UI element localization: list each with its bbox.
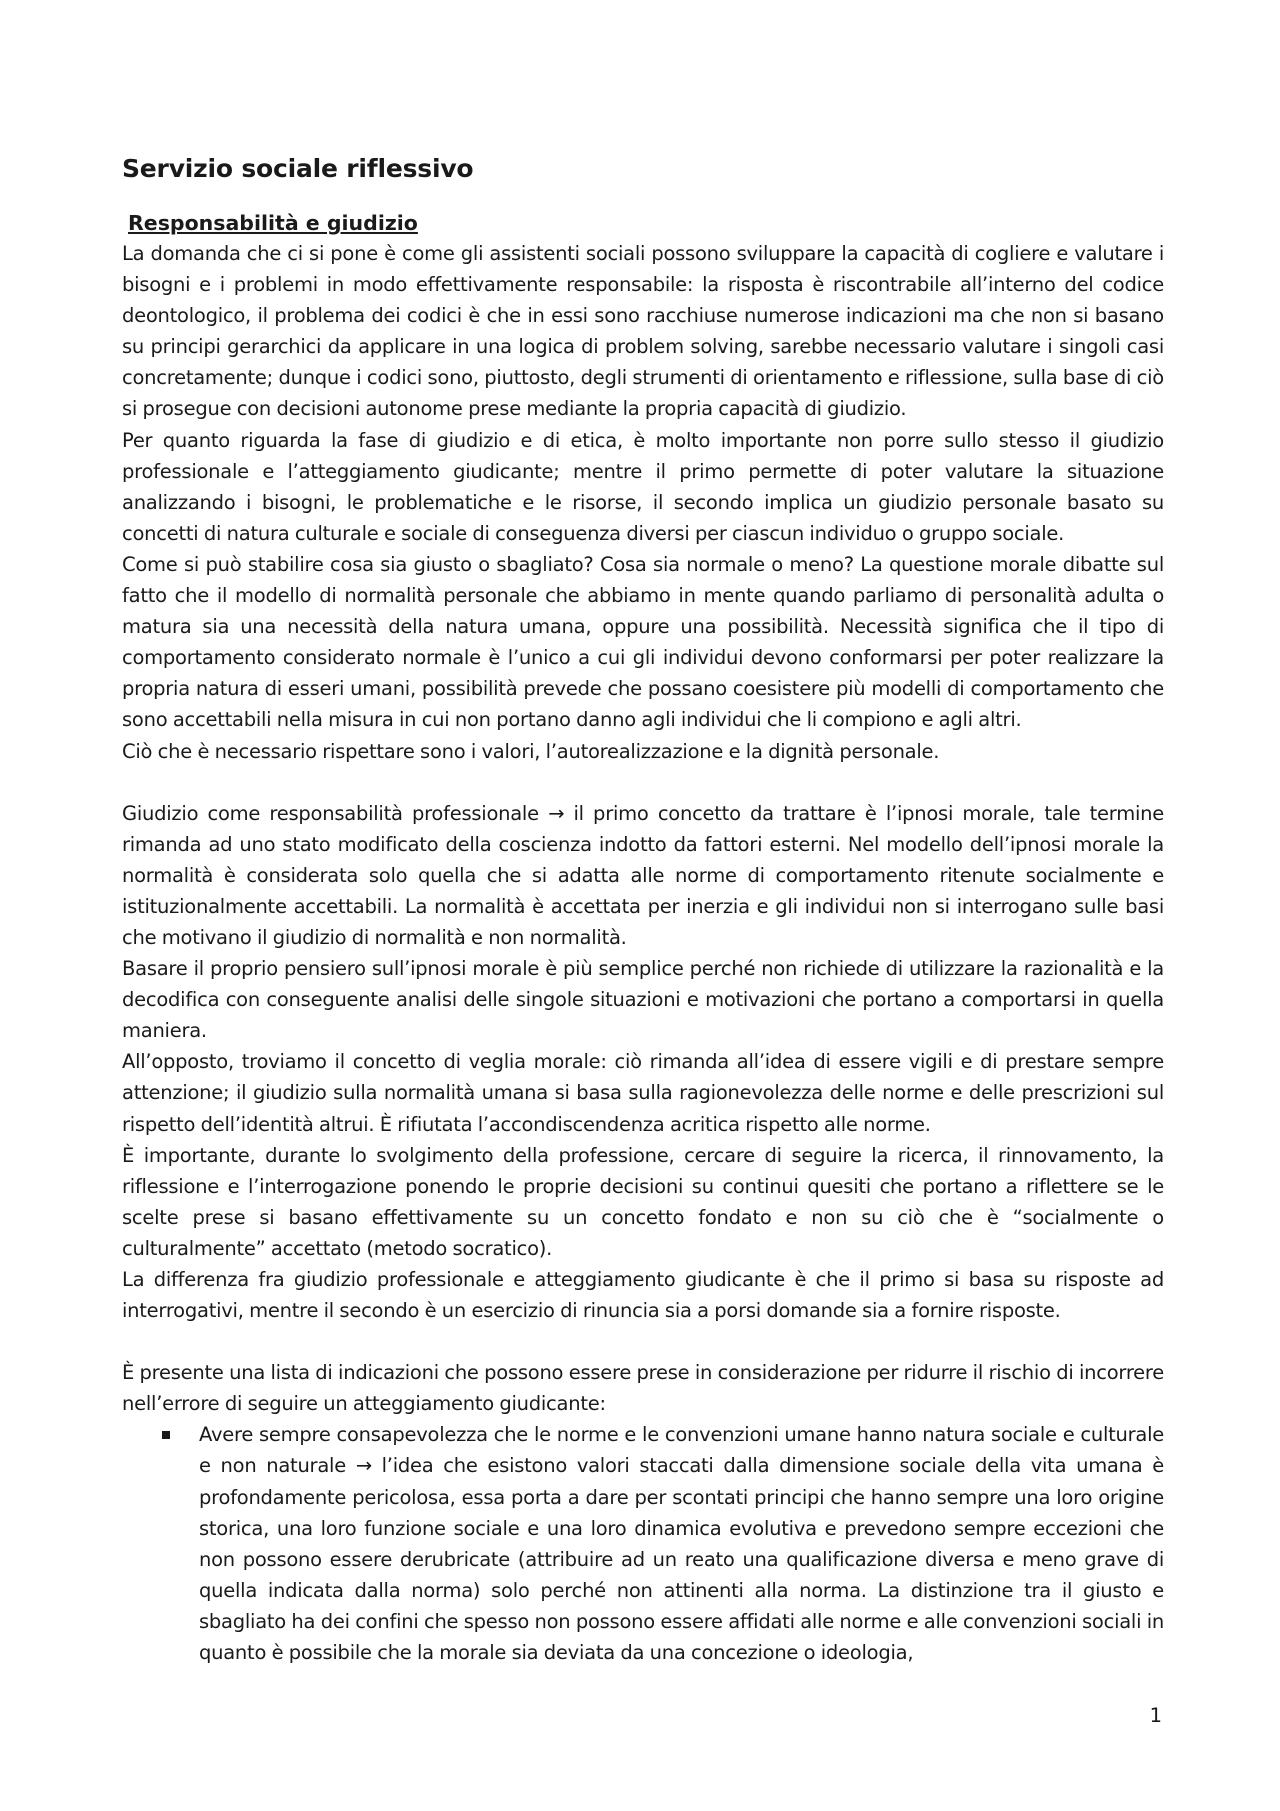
paragraph: È presente una lista di indicazioni che possono essere prese in considerazione per ridurre il rischio di incorrere nell’errore di seguire un atteggiamento giudicante: [122,1361,1164,1416]
square-bullet-icon [162,1431,170,1439]
section-heading: Responsabilità e giudizio [128,211,418,235]
paragraph: Per quanto riguarda la fase di giudizio e di etica, è molto importante non porre sullo stesso il giudizio professionale e l’atteggiamento giudicante; mentre il primo permette di poter valutare la situazione analizzando i bisogni, le problematiche e le risorse, il secondo implica un giudizio personale basato su concetti di natura culturale e sociale di conseguenza diversi per ciascun individuo o gruppo sociale. [122,428,1164,545]
paragraph: Ciò che è necessario rispettare sono i valori, l’autorealizzazione e la dignità personale. [122,739,940,763]
paragraph: La domanda che ci si pone è come gli assistenti sociali possono sviluppare la capacità di cogliere e valutare i bisogni e i problemi in modo effettivamente responsabile: la risposta è riscontrabile all’interno del codice deontologico, il problema dei codici è che in essi sono racchiuse numerose indicazioni ma che non si basano su principi gerarchici da applicare in una logica di problem solving, sarebbe necessario valutare i singoli casi concretamente; dunque i codici sono, piuttosto, degli strumenti di orientamento e riflessione, sulla base di ciò si prosegue con decisioni autonome prese mediante la propria capacità di giudizio. [122,242,1164,421]
blank-line [122,1326,1164,1357]
list-item-text: Avere sempre consapevolezza che le norme e le convenzioni umane hanno natura sociale e culturale e non naturale → l’idea che esistono valori staccati dalla dimensione sociale della vita umana è profondamente pericolosa, essa porta a dare per scontati principi che hanno sempre una loro origine storica, una loro funzione sociale e una loro dinamica evolutiva e prevedono sempre eccezioni che non possono essere derubricate (attribuire ad un reato una qualificazione diversa e meno grave di quella indicata dalla norma) solo perché non attinenti alla norma. La distinzione tra il giusto e sbagliato ha dei confini che spesso non possono essere affidati alle norme e alle convenzioni sociali in quanto è possibile che la morale sia deviata da una concezione o ideologia, [199,1423,1164,1665]
paragraph: Giudizio come responsabilità professionale → il primo concetto da trattare è l’ipnosi morale, tale termine rimanda ad uno stato modificato della coscienza indotto da fattori esterni. Nel modello dell’ipnosi morale la normalità è considerata solo quella che si adatta alle norme di comportamento ritenute socialmente e istituzionalmente accettabili. La normalità è accettata per inerzia e gli individui non si interrogano sulle basi che motivano il giudizio di normalità e non normalità. [122,801,1164,949]
document-page [122,150,1164,1668]
list-item [199,1419,1164,1668]
blank-line [122,767,1164,798]
paragraph: Come si può stabilire cosa sia giusto o sbagliato? Cosa sia normale o meno? La questione morale dibatte sul fatto che il modello di normalità personale che abbiamo in mente quando parliamo di personalità adulta o matura sia una necessità della natura umana, oppure una possibilità. Necessità significa che il tipo di comportamento considerato normale è l’unico a cui gli individui devono conformarsi per poter realizzare la propria natura di esseri umani, possibilità prevede che possano coesistere più modelli di comportamento che sono accettabili nella misura in cui non portano danno agli individui che li compiono e agli altri. [122,552,1164,732]
paragraph: È importante, durante lo svolgimento della professione, cercare di seguire la ricerca, il rinnovamento, la riflessione e l’interrogazione ponendo le proprie decisioni su continui quesiti che portano a riflettere se le scelte prese si basano effettivamente su un concetto fondato e non su ciò che è “socialmente o culturalmente” accettato (metodo socratico). [122,1143,1164,1260]
document-title: Servizio sociale riflessivo [122,154,474,183]
paragraph: All’opposto, troviamo il concetto di veglia morale: ciò rimanda all’idea di essere vigili e di prestare sempre attenzione; il giudizio sulla normalità umana si basa sulla ragionevolezza delle norme e delle prescrizioni sul rispetto dell’identità altrui. È rifiutata l’accondiscendenza acritica rispetto alle norme. [122,1050,1164,1136]
paragraph: La differenza fra giudizio professionale e atteggiamento giudicante è che il primo si basa su risposte ad interrogativi, mentre il secondo è un esercizio di rinuncia sia a porsi domande sia a fornire risposte. [122,1268,1164,1323]
paragraph: Basare il proprio pensiero sull’ipnosi morale è più semplice perché non richiede di utilizzare la razionalità e la decodifica con conseguente analisi delle singole situazioni e motivazioni che portano a comportarsi in quella maniera. [122,957,1164,1043]
bullet-list [122,1419,1164,1668]
page-number: 1 [1149,1704,1162,1727]
